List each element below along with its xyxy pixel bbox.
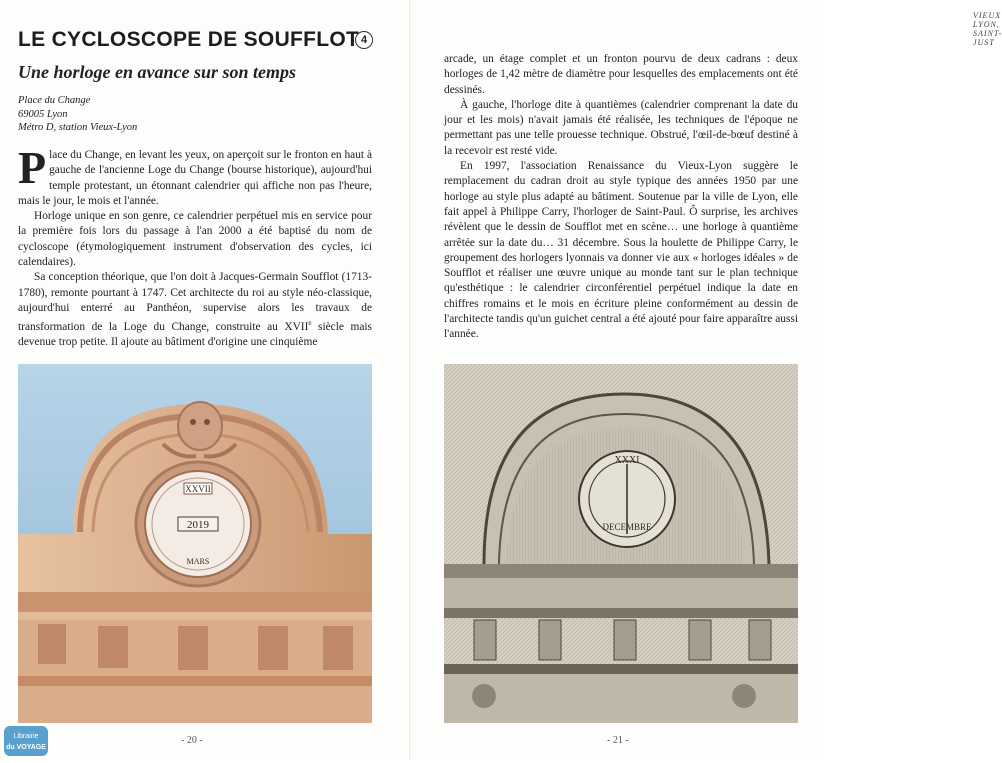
paragraph: À gauche, l'horloge dite à quantièmes (calendrier comprenant la date du jour et les mois) n'avait jamais été réalisée, les techniques de l'époque ne permettant pas une telle prouesse technique. Obstrué, l'œil-de-bœuf destiné à la recevoir est resté vide. — [444, 98, 798, 157]
running-head: VIEUX LYON, SAINT-JUST — [973, 11, 1002, 47]
drop-cap: P — [18, 142, 47, 193]
paragraph: En 1997, l'association Renaissance du Vieux-Lyon suggère le remplacement du cadran droit au style typique des années 1950 par une horloge au style plus adapté au bâtiment. Soutenue par la ville de Lyon, elle fait appel à Philippe Carry, l'horloger de Saint-Paul. Ô surprise, les archives révèlent que le dessin de Soufflot met en scène… une horloge à quantième arrêtée sur la date du… 31 décembre. Sous la houlette de Philippe Carry, le groupement des horlogers lyonnais va donner vie aux « horloges idéales » de Soufflot et réaliser une œuvre unique au monde tant sur le plan technique qu'esthétique : le calendrier circonférentiel perpétuel indique la date en chiffres romains et le mois en écriture pleine conformément au dessin de l'architecte tandis qu'un guichet central a été ajouté pour faire apparaître aussi l'année. — [444, 160, 798, 341]
address-line: Métro D, station Vieux-Lyon — [18, 122, 138, 133]
page-number: - 20 - — [181, 735, 203, 746]
soufflot-engraving — [444, 364, 798, 723]
cycloscope-photo — [18, 364, 372, 723]
paragraph — [18, 270, 372, 350]
superscript: e — [308, 319, 312, 328]
address-block — [18, 94, 137, 135]
paragraph: Horloge unique en son genre, ce calendrier perpétuel mis en service pour la première fois lors du passage à l'an 2000 a été baptisé du nom de cycloscope (étymologiquement instrument d'observation des cycles, ici calendaires). — [18, 210, 372, 269]
address-line: 69005 Lyon — [18, 108, 68, 120]
watermark-line1: Librairie — [13, 733, 39, 740]
paragraph-text: Sa conception théorique, que l'on doit à Jacques-Germain Soufflot (1713-1780), remonte pourtant à 1747. Cet architecte du roi au style néo-classique, aujourd'hui enterré au Panthéon, supervise alors les travaux de transformation de la Loge du Change, construite au XVII — [18, 271, 372, 334]
page-number: - 21 - — [607, 735, 629, 746]
clock-day: XXVII — [185, 484, 211, 494]
bookshop-watermark-logo — [2, 720, 50, 758]
clock-year: 2019 — [187, 519, 209, 531]
left-page — [0, 0, 410, 760]
address-line: Place du Change — [18, 95, 91, 106]
chapter-title: LE CYCLOSCOPE DE SOUFFLOT — [18, 28, 360, 51]
watermark-line2: du VOYAGE — [6, 744, 46, 751]
chapter-subtitle: Une horloge en avance sur son temps — [18, 62, 297, 82]
chapter-number-badge: 4 — [355, 31, 373, 49]
paragraph: arcade, un étage complet et un fronton pourvu de deux cadrans : deux horloges de 1,42 mètre de diamètre pour lesquelles des emplacements ont été dessinés. — [444, 53, 798, 96]
clock-month: MARS — [186, 557, 210, 566]
paragraph — [18, 142, 372, 209]
engraving-day: XXXI — [614, 455, 640, 466]
left-text-column — [18, 142, 372, 351]
paragraph-text: lace du Change, en levant les yeux, on aperçoit sur le fronton en haut à gauche de l'ancienne Loge du Change (bourse historique), aujourd'hui temple protestant, un étonnant calendrier qui affiche non pas l'heure, mais le jour, le mois et l'année. — [18, 149, 372, 207]
right-text-column — [444, 52, 798, 343]
engraving-month: DECEMBRE — [602, 522, 652, 532]
paragraph-text: siècle mais devenue trop petite. Il ajoute au bâtiment d'origine une cinquième — [18, 321, 372, 349]
